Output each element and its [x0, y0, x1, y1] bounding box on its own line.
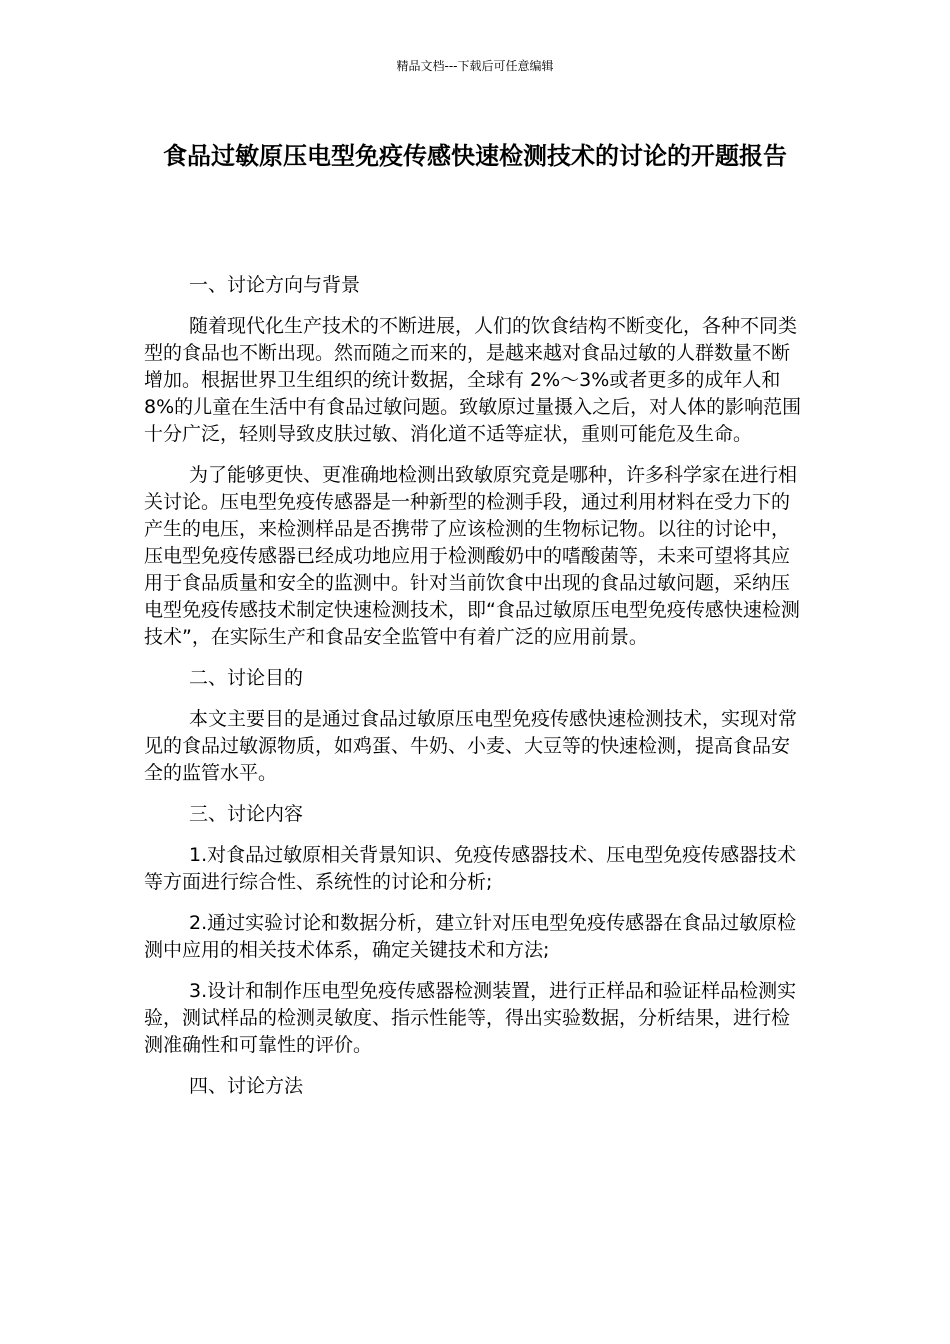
list-item: 1.对食品过敏原相关背景知识、免疫传感器技术、压电型免疫传感器技术等方面进行综合性、系统性的讨论和分析;	[144, 844, 797, 893]
list-item: 3.设计和制作压电型免疫传感器检测装置，进行正样品和验证样品检测实验，测试样品的检测灵敏度、指示性能等，得出实验数据，分析结果，进行检测准确性和可靠性的评价。	[144, 980, 797, 1056]
paragraph: 随着现代化生产技术的不断进展，人们的饮食结构不断变化，各种不同类型的食品也不断出现。然而随之而来的，是越来越对食品过敏的人群数量不断增加。根据世界卫生组织的统计数据，全球有 2%～3%或者更多的成年人和 8%的儿童在生活中有食品过敏问题。致敏原过量摄入之后，对人体的影响范围十分广泛，轻则导致皮肤过敏、消化道不适等症状，重则可能危及生命。	[144, 315, 802, 445]
section-heading-content: 三、讨论内容	[189, 803, 304, 825]
document-title: 食品过敏原压电型免疫传感快速检测技术的讨论的开题报告	[163, 142, 787, 170]
list-item: 2.通过实验讨论和数据分析，建立针对压电型免疫传感器在食品过敏原检测中应用的相关技术体系，确定关键技术和方法;	[144, 912, 797, 961]
section-heading-purpose: 二、讨论目的	[189, 667, 304, 689]
section-heading-background: 一、讨论方向与背景	[189, 274, 361, 296]
paragraph: 本文主要目的是通过食品过敏原压电型免疫传感快速检测技术，实现对常见的食品过敏源物质，如鸡蛋、牛奶、小麦、大豆等的快速检测，提高食品安全的监管水平。	[144, 708, 798, 784]
document-body	[144, 272, 806, 1114]
section-heading-method: 四、讨论方法	[189, 1075, 304, 1097]
paragraph: 为了能够更快、更准确地检测出致敏原究竟是哪种，许多科学家在进行相关讨论。压电型免疫传感器是一种新型的检测手段，通过利用材料在受力下的产生的电压，来检测样品是否携带了应该检测的生物标记物。以往的讨论中，压电型免疫传感器已经成功地应用于检测酸奶中的嗜酸菌等，未来可望将其应用于食品质量和安全的监测中。针对当前饮食中出现的食品过敏问题，采纳压电型免疫传感技术制定快速检测技术，即“食品过敏原压电型免疫传感快速检测技术”，在实际生产和食品安全监管中有着广泛的应用前景。	[144, 464, 800, 648]
page-header: 精品文档---下载后可任意编辑	[396, 59, 554, 73]
